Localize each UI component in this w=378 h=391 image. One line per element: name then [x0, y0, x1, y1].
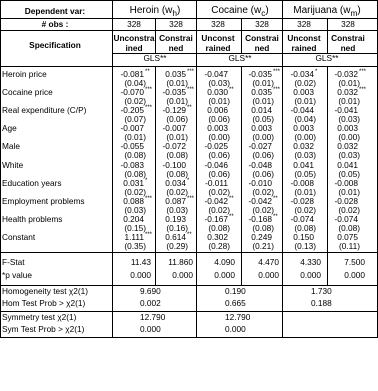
std-error: (0.13)	[294, 240, 316, 251]
coefficient: -0.008	[334, 177, 358, 188]
stat-value: 4.470	[258, 257, 279, 267]
left-border	[0, 0, 1, 337]
std-error: (0.06)	[252, 168, 274, 179]
std-error: (0.08)	[294, 222, 316, 233]
spec-line: Constrai	[331, 33, 365, 43]
std-error: (0.08)	[338, 222, 360, 233]
std-error: (0.06)	[208, 168, 230, 179]
row-label: Education years	[2, 177, 62, 188]
std-error: (0.02)	[166, 186, 188, 197]
coefficient: -0.074	[334, 213, 358, 224]
row-label: Health problems	[2, 213, 63, 224]
std-error: (0.21)	[252, 240, 274, 251]
coefficient: -0.008	[290, 177, 314, 188]
stat-label: *p value	[2, 270, 32, 280]
row-label: Male	[2, 141, 20, 152]
stat-value: 11.860	[168, 257, 193, 267]
significance-stars: **	[187, 105, 192, 112]
coefficient: -0.046	[204, 159, 228, 170]
coefficient: -0.044	[290, 105, 314, 116]
coefficient: -0.168	[248, 213, 272, 224]
coefficient: -0.083	[120, 159, 144, 170]
std-error: (0.01)	[124, 132, 146, 143]
test-value: 0.190	[225, 286, 246, 296]
spec-header	[197, 33, 239, 53]
table-bottom-rule	[0, 337, 378, 338]
stat-value: 4.090	[214, 257, 235, 267]
std-error: (0.02)	[252, 186, 274, 197]
spec-header	[283, 33, 325, 53]
std-error: (0.01)	[208, 96, 230, 107]
obs-label: # obs :	[41, 19, 69, 29]
significance-stars: ***	[145, 195, 153, 202]
stat-value: 0.000	[344, 270, 365, 280]
std-error: (0.01)	[338, 96, 360, 107]
std-error: (0.02)	[208, 186, 230, 197]
std-error: (0.06)	[208, 150, 230, 161]
std-error: (0.07)	[124, 114, 146, 125]
coefficient: -0.041	[334, 105, 358, 116]
spec-line: rained	[291, 43, 317, 53]
std-error: (0.03)	[294, 150, 316, 161]
std-error: (0.08)	[166, 150, 188, 161]
method-label: GLS**	[143, 53, 167, 63]
test-value: 0.665	[225, 298, 246, 308]
test-value: 0.000	[140, 324, 161, 334]
test-value: 1.730	[311, 286, 332, 296]
coefficient: -0.081	[120, 69, 144, 79]
coefficient: -0.010	[248, 177, 272, 188]
std-error: (0.08)	[124, 150, 146, 161]
significance-stars: **	[145, 69, 150, 75]
coefficient: 0.003	[251, 123, 272, 134]
std-error: (0.08)	[166, 168, 188, 179]
column-divider	[327, 18, 328, 53]
coefficient: 0.014	[251, 105, 272, 116]
spec-line: rained	[205, 43, 231, 53]
std-error: (0.04)	[294, 114, 316, 125]
group-divider	[196, 0, 197, 337]
significance-stars: ***	[145, 105, 153, 112]
stat-value: 7.500	[344, 257, 365, 267]
row-label: Cocaine price	[2, 87, 53, 98]
coefficient: -0.034	[290, 69, 314, 79]
test-label: Hom Test Prob > χ2(1)	[2, 298, 86, 308]
std-error: (0.16)	[166, 222, 188, 233]
coefficient: -0.048	[248, 159, 272, 170]
test-label: Sym Test Prob > χ2(1)	[2, 324, 85, 334]
std-error: (0.00)	[208, 132, 230, 143]
spec-line: Unconst	[287, 33, 321, 43]
std-error: (0.06)	[208, 114, 230, 125]
coefficient: 0.030	[207, 87, 228, 98]
significance-stars: *	[187, 177, 190, 184]
significance-stars: **	[229, 213, 234, 220]
row-label: Constant	[2, 231, 36, 242]
obs-rule	[0, 30, 378, 31]
coefficient: 0.032	[293, 141, 314, 152]
column-divider	[241, 66, 242, 285]
coefficient: 0.041	[293, 159, 314, 170]
coefficient: -0.100	[162, 159, 186, 170]
std-error: (0.35)	[124, 240, 146, 251]
spec-header	[113, 33, 155, 53]
std-error: (0.02)	[124, 186, 146, 197]
test-value: 0.000	[225, 324, 246, 334]
coefficient: 0.032	[337, 141, 358, 152]
std-error: (0.01)	[252, 78, 274, 88]
coefficient: 0.041	[337, 159, 358, 170]
coefficient: 0.035	[165, 69, 186, 79]
std-error: (0.15)	[124, 222, 146, 233]
std-error: (0.01)	[166, 132, 188, 143]
coefficient: 0.150	[293, 231, 314, 242]
coefficient: -0.047	[204, 69, 228, 79]
spec-line: Unconst	[201, 33, 235, 43]
coefficient: -0.025	[204, 141, 228, 152]
obs-count: 328	[341, 19, 355, 29]
coefficient: 0.032	[337, 87, 358, 98]
stat-label: F-Stat	[2, 257, 25, 267]
column-divider	[155, 18, 156, 53]
coefficient: -0.007	[120, 123, 144, 134]
std-error: (0.28)	[208, 240, 230, 251]
std-error: (0.02)	[294, 204, 316, 215]
std-error: (0.01)	[166, 78, 188, 88]
significance-stars: ***	[273, 87, 281, 94]
coefficient: 0.249	[251, 231, 272, 242]
coefficient: -0.129	[162, 105, 186, 116]
significance-stars: ***	[187, 69, 195, 75]
std-error: (0.02)	[208, 204, 230, 215]
coefficient: 0.003	[293, 87, 314, 98]
row-label: Age	[2, 123, 17, 134]
group-header: Heroin $(w_h)$	[129, 5, 181, 18]
method-label: GLS**	[228, 53, 252, 63]
significance-stars: ***	[273, 69, 281, 75]
std-error: (0.02)	[124, 96, 146, 107]
coefficient: -0.032	[334, 69, 358, 79]
coefficient: -0.055	[120, 141, 144, 152]
group-divider	[282, 0, 283, 337]
spec-line: ned	[168, 43, 184, 53]
coefficient: -0.205	[120, 105, 144, 116]
spec-header	[155, 33, 197, 53]
std-error: (0.03)	[166, 204, 188, 215]
std-error: (0.03)	[124, 204, 146, 215]
test-value: 0.188	[311, 298, 332, 308]
specification-label: Specification	[29, 40, 81, 50]
coefficient: -0.028	[290, 195, 314, 206]
std-error: (0.08)	[252, 222, 274, 233]
coefficient: -0.167	[204, 213, 228, 224]
stat-value: 0.000	[214, 270, 235, 280]
label-divider	[112, 0, 113, 337]
row-label: Real expenditure (C/P)	[2, 105, 87, 116]
coefficient: -0.035	[248, 69, 272, 79]
coefficient: 0.034	[165, 177, 186, 188]
table-top-rule	[0, 0, 378, 1]
std-error: (0.11)	[338, 240, 360, 251]
coefficient: -0.035	[162, 87, 186, 98]
coefficient: -0.027	[248, 141, 272, 152]
test-value: 9.690	[140, 286, 161, 296]
std-error: (0.01)	[338, 78, 360, 88]
significance-stars: ***	[187, 195, 195, 202]
std-error: (0.08)	[124, 168, 146, 179]
test-value: 12.790	[140, 312, 166, 322]
std-error: (0.02)	[338, 204, 360, 215]
coefficient: 0.003	[337, 123, 358, 134]
coefficient: 0.075	[337, 231, 358, 242]
coefficient: 0.003	[293, 123, 314, 134]
coefficient: 0.088	[123, 195, 144, 206]
std-error: (0.01)	[338, 186, 360, 197]
std-error: (0.08)	[208, 222, 230, 233]
coefficient: 0.614	[165, 231, 186, 242]
spec-line: Unconstra	[113, 33, 155, 43]
std-error: (0.02)	[252, 204, 274, 215]
stat-value: 0.000	[300, 270, 321, 280]
test-value: 0.002	[140, 298, 161, 308]
std-error: (0.01)	[294, 186, 316, 197]
method-label: GLS**	[315, 53, 339, 63]
stat-value: 4.330	[300, 257, 321, 267]
std-error: (0.05)	[252, 114, 274, 125]
significance-stars: **	[229, 87, 234, 94]
std-error: (0.04)	[124, 78, 146, 88]
coefficient: 0.035	[251, 87, 272, 98]
coefficient: 0.204	[123, 213, 144, 224]
significance-stars: ***	[145, 87, 153, 94]
significance-stars: **	[273, 195, 278, 202]
std-error: (0.00)	[338, 132, 360, 143]
std-error: (0.02)	[294, 78, 316, 88]
stat-value: 0.000	[130, 270, 151, 280]
row-label: Heroin price	[2, 69, 47, 79]
significance-stars: **	[229, 195, 234, 202]
test-label: Symmetry test χ2(1)	[2, 312, 77, 322]
coefficient: 0.003	[207, 123, 228, 134]
obs-count: 328	[255, 19, 269, 29]
coefficient: 1.111	[124, 231, 144, 242]
body-bottom-rule	[0, 252, 378, 253]
significance-stars: *	[315, 69, 318, 75]
group-header: Cocaine $(w_c)$	[211, 5, 269, 18]
std-error: (0.00)	[294, 132, 316, 143]
spec-line: Constrai	[245, 33, 279, 43]
spec-line: Constrai	[159, 33, 193, 43]
significance-stars: ***	[359, 69, 367, 75]
std-error: (0.01)	[252, 96, 274, 107]
std-error: (0.03)	[338, 114, 360, 125]
coefficient: -0.011	[205, 177, 228, 188]
stat-value: 11.43	[130, 257, 151, 267]
column-divider	[327, 66, 328, 285]
spec-header	[327, 33, 369, 53]
coefficient: -0.028	[334, 195, 358, 206]
spec-line: ined	[125, 43, 143, 53]
significance-stars: ***	[145, 231, 153, 238]
coefficient: -0.007	[162, 123, 186, 134]
std-error: (0.03)	[208, 78, 230, 88]
std-error: (0.05)	[338, 168, 360, 179]
spec-line: ned	[340, 43, 356, 53]
significance-stars: **	[187, 231, 192, 238]
test-value: 12.790	[225, 312, 251, 322]
stat-value: 0.000	[172, 270, 193, 280]
std-error: (0.01)	[294, 96, 316, 107]
coefficient: 0.087	[165, 195, 186, 206]
coefficient: 0.006	[207, 105, 228, 116]
std-error: (0.03)	[338, 150, 360, 161]
stat-value: 0.000	[258, 270, 279, 280]
std-error: (0.05)	[294, 168, 316, 179]
spec-line: ned	[254, 43, 270, 53]
coefficient: 0.193	[165, 213, 186, 224]
std-error: (0.29)	[166, 240, 188, 251]
significance-stars: ***	[187, 87, 195, 94]
std-error: (0.06)	[252, 150, 274, 161]
body-top-rule	[0, 66, 378, 67]
row-label: White	[2, 159, 24, 170]
std-error: (0.00)	[252, 132, 274, 143]
test-label: Homogeneity test χ2(1)	[2, 286, 88, 296]
row-label: Employment problems	[2, 195, 85, 206]
coefficient: -0.042	[204, 195, 228, 206]
significance-stars: ***	[359, 87, 367, 94]
obs-count: 328	[127, 19, 141, 29]
coefficient: 0.031	[123, 177, 144, 188]
std-error: (0.01)	[166, 96, 188, 107]
obs-count: 328	[211, 19, 225, 29]
column-divider	[241, 18, 242, 53]
column-divider	[155, 66, 156, 285]
coefficient: -0.074	[290, 213, 314, 224]
std-error: (0.06)	[166, 114, 188, 125]
group-header: Marijuana $(w_m)$	[293, 5, 361, 18]
obs-count: 328	[297, 19, 311, 29]
coefficient: -0.072	[162, 141, 186, 152]
significance-stars: *	[145, 177, 148, 184]
significance-stars: **	[273, 213, 278, 220]
coefficient: 0.302	[207, 231, 228, 242]
coefficient: -0.070	[120, 87, 144, 98]
obs-count: 328	[169, 19, 183, 29]
dependent-var-label: Dependent var:	[24, 6, 86, 16]
coefficient: -0.042	[248, 195, 272, 206]
spec-header	[241, 33, 283, 53]
